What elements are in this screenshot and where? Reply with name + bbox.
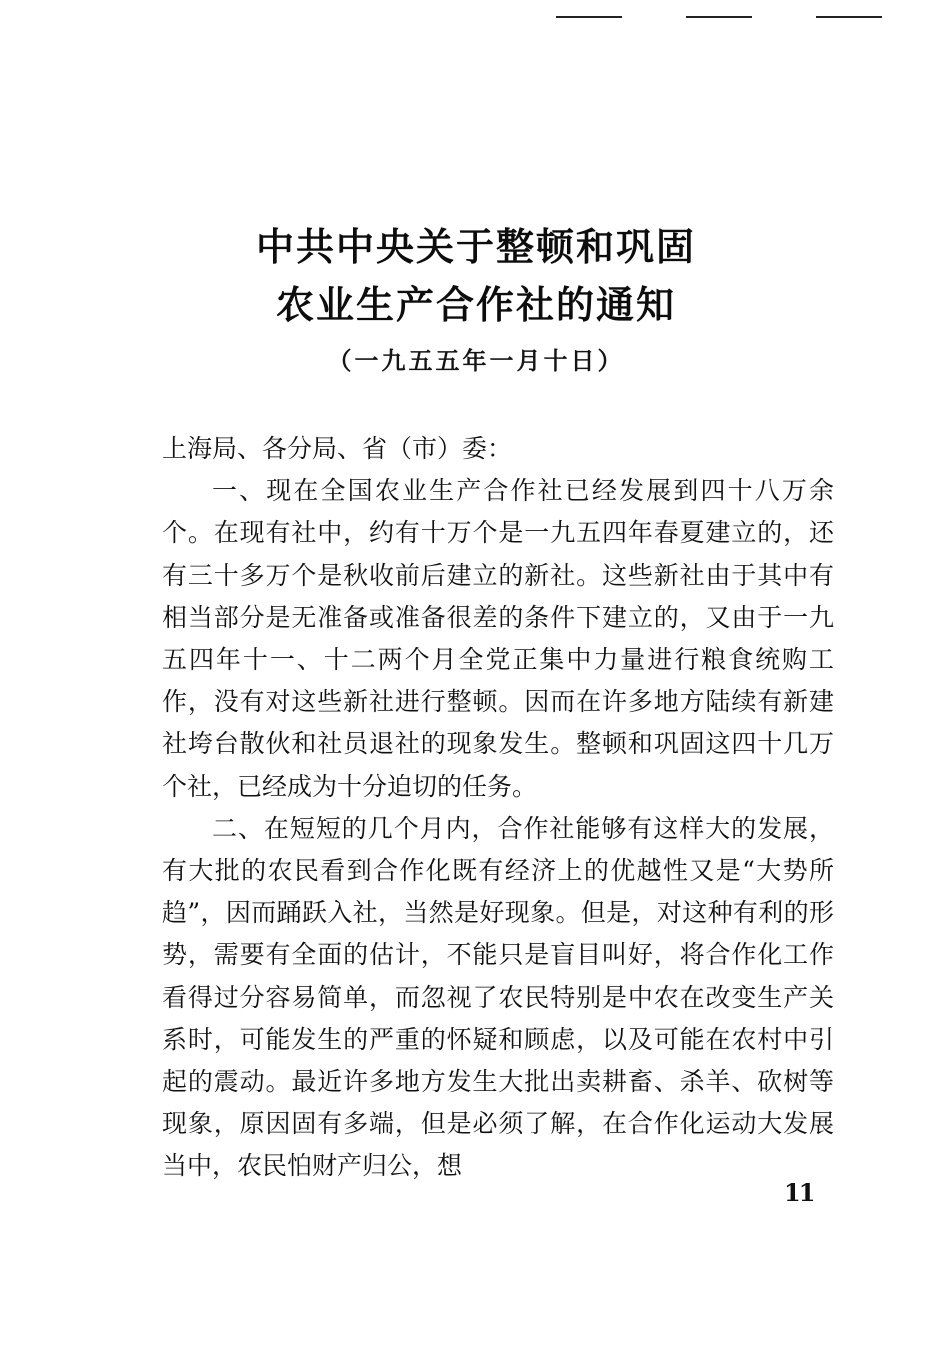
header-rule: [686, 16, 752, 18]
paragraph-1: 一、现在全国农业生产合作社已经发展到四十八万余个。在现有社中，约有十万个是一九五四年春夏建立的，还有三十多万个是秋收前后建立的新社。这些新社由于其中有相当部分是无准备或准备很差的条件下建立的，又由于一九五四年十一、十二两个月全党正集中力量进行粮食统购工作，没有对这些新社进行整顿。因而在许多地方陆续有新建社垮台散伙和社员退社的现象发生。整顿和巩固这四十几万个社，已经成为十分迫切的任务。: [162, 476, 834, 801]
header-rule: [816, 16, 882, 18]
paragraph-2: 二、在短短的几个月内，合作社能够有这样大的发展，有大批的农民看到合作化既有经济上的优越性又是“大势所趋”，因而踊跃入社，当然是好现象。但是，对这种有利的形势，需要有全面的估计，不能只是盲目叫好，将合作化工作看得过分容易简单，而忽视了农民特别是中农在改变生产关系时，可能发生的严重的怀疑和顾虑，以及可能在农村中引起的震动。最近许多地方发生大批出卖耕畜、杀羊、砍树等现象，原因固有多端，但是必须了解，在合作化运动大发展当中，农民怕财产归公，想: [162, 813, 834, 1181]
header-rule: [556, 16, 622, 18]
document-body: [162, 428, 834, 1188]
document-date: （一九五五年一月十日）: [327, 346, 625, 375]
title-line-1: 中共中央关于整顿和巩固: [255, 225, 696, 269]
title-line-2: 农业生产合作社的通知: [275, 283, 676, 327]
salutation: 上海局、各分局、省（市）委：: [162, 434, 513, 463]
page-number: 11: [784, 1178, 814, 1207]
document-title: [0, 218, 952, 334]
